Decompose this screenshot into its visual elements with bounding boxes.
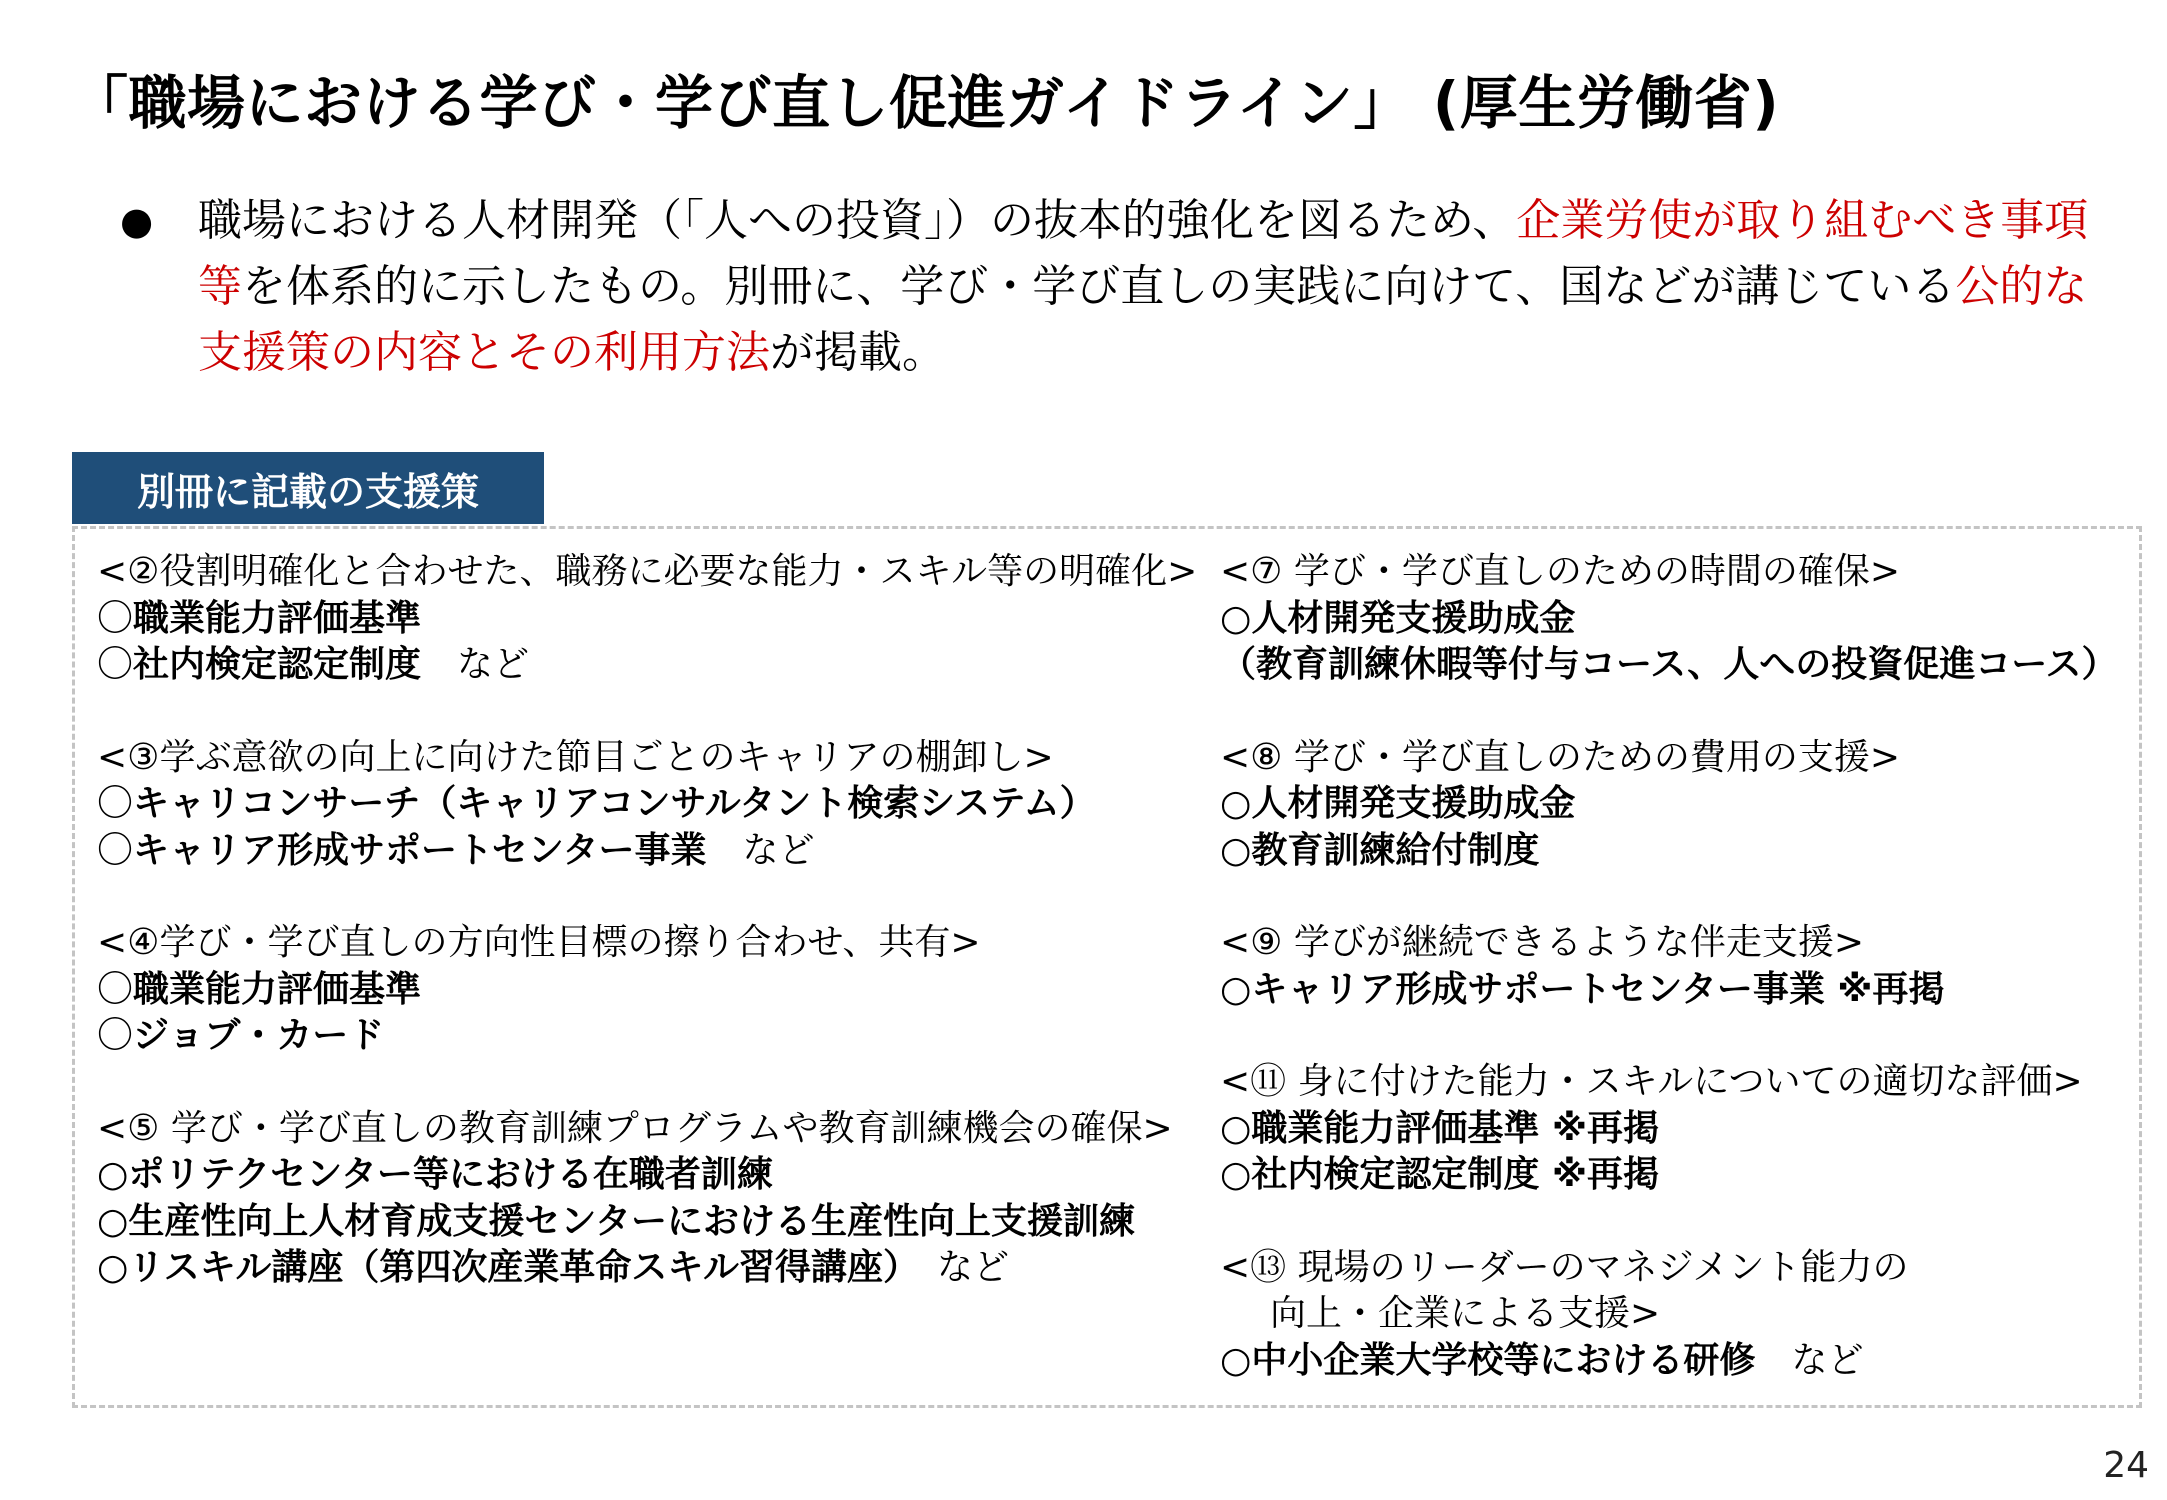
category-heading: <⑬ 現場のリーダーのマネジメント能力の <box>1220 1246 1909 1288</box>
lead-text-part2: を体系的に示したもの。別冊に、学び・学び直しの実践に向けて、国などが講じている <box>242 261 1956 312</box>
measure-name: 職業能力評価基準 <box>133 597 422 639</box>
circle-bullet-icon: 〇 <box>97 597 134 639</box>
measure-name: ジョブ・カード <box>133 1015 385 1056</box>
measure-item <box>1220 1152 2117 1199</box>
bullet-icon: ● <box>120 199 154 243</box>
measure-name: リスキル講座（第四次産業革命スキル習得講座） <box>128 1247 901 1288</box>
measure-name: 人材開発支援助成金 <box>1251 597 1576 639</box>
measure-item <box>1220 642 2117 689</box>
measure-suffix: など <box>1755 1339 1864 1381</box>
circle-bullet-icon: 〇 <box>97 644 134 685</box>
measure-name: キャリコンサーチ（キャリアコンサルタント検索システム） <box>133 783 1096 824</box>
measure-item <box>97 967 1197 1014</box>
lead-highlight-1: 企業労使が取り組むべき事項等 <box>198 195 2089 312</box>
measure-name: ポリテクセンター等における在職者訓練 <box>128 1154 773 1195</box>
measure-name: 社内検定認定制度 ※再掲 <box>1251 1154 1659 1195</box>
measure-group <box>97 920 1197 1060</box>
circle-bullet-icon: ○ <box>1220 1154 1252 1195</box>
lead-text <box>198 188 2110 386</box>
circle-bullet-icon: ○ <box>97 1200 129 1242</box>
measure-group <box>1220 1059 2117 1199</box>
measure-group <box>1220 549 2117 689</box>
measure-group <box>1220 1245 2117 1385</box>
circle-bullet-icon: 〇 <box>97 1015 134 1056</box>
category-heading: <④学び・学び直しの方向性目標の擦り合わせ、共有> <box>97 922 981 963</box>
category-heading-continued: 向上・企業による支援> <box>1270 1293 1661 1334</box>
circle-bullet-icon: 〇 <box>97 829 134 871</box>
circle-bullet-icon: ○ <box>1220 829 1252 871</box>
measure-item <box>1220 781 2117 828</box>
measure-suffix: など <box>421 644 530 685</box>
measure-item <box>1220 1338 2117 1385</box>
circle-bullet-icon: ○ <box>97 1247 129 1288</box>
measure-item <box>97 1199 1197 1246</box>
lead-highlight-2: 公的な支援策の内容とその利用方法 <box>198 261 2088 378</box>
category-heading: <⑨ 学びが継続できるような伴走支援> <box>1220 922 1865 963</box>
measure-name: 職業能力評価基準 ※再掲 <box>1251 1107 1659 1149</box>
left-column <box>97 549 1197 1338</box>
measure-item <box>1220 1106 2117 1153</box>
measure-group <box>97 1106 1197 1292</box>
measure-name: 職業能力評価基準 <box>133 968 422 1010</box>
measure-name: 人材開発支援助成金 <box>1251 783 1576 824</box>
measure-suffix: など <box>706 829 815 871</box>
category-heading: <⑦ 学び・学び直しのための時間の確保> <box>1220 551 1901 592</box>
measure-name: 教育訓練給付制度 <box>1251 829 1540 871</box>
category-heading: <⑤ 学び・学び直しの教育訓練プログラムや教育訓練機会の確保> <box>97 1107 1173 1149</box>
measure-name: 社内検定認定制度 <box>133 644 422 685</box>
circle-bullet-icon: ○ <box>1220 783 1252 824</box>
measure-item <box>97 642 1197 689</box>
circle-bullet-icon: ○ <box>97 1154 129 1195</box>
measure-group <box>97 735 1197 875</box>
page-number: 24 <box>2103 1445 2149 1486</box>
circle-bullet-icon: ○ <box>1220 1107 1252 1149</box>
circle-bullet-icon: ○ <box>1220 597 1252 639</box>
category-heading: <⑧ 学び・学び直しのための費用の支援> <box>1220 736 1901 778</box>
measure-name: （教育訓練休暇等付与コース、人への投資促進コース） <box>1220 644 2118 685</box>
measure-item <box>1220 967 2117 1014</box>
measure-item <box>97 596 1197 643</box>
category-heading: <③学ぶ意欲の向上に向けた節目ごとのキャリアの棚卸し> <box>97 736 1054 778</box>
lead-text-part3: が掲載。 <box>770 327 946 378</box>
support-measures-panel <box>72 526 2142 1408</box>
measure-name: キャリア形成サポートセンター事業 ※再掲 <box>1251 968 1945 1010</box>
measure-item <box>97 1152 1197 1199</box>
lead-paragraph <box>120 188 2110 386</box>
measure-item <box>1220 828 2117 875</box>
measure-name: キャリア形成サポートセンター事業 <box>133 829 707 871</box>
lead-text-part1: 職場における人材開発（「人への投資」）の抜本的強化を図るため、 <box>198 195 1517 246</box>
measure-item <box>97 828 1197 875</box>
circle-bullet-icon: 〇 <box>97 968 134 1010</box>
measure-item <box>97 1013 1197 1060</box>
section-label: 別冊に記載の支援策 <box>72 452 544 524</box>
right-column <box>1220 549 2117 1430</box>
measure-suffix: など <box>900 1247 1009 1288</box>
page-title: 「職場における学び・学び直し促進ガイドライン」 (厚生労働省) <box>70 69 1780 137</box>
measure-group <box>1220 735 2117 875</box>
circle-bullet-icon: ○ <box>1220 968 1252 1010</box>
measure-item <box>97 1245 1197 1292</box>
measure-item <box>1220 596 2117 643</box>
measure-name: 生産性向上人材育成支援センターにおける生産性向上支援訓練 <box>128 1200 1135 1242</box>
measure-group <box>1220 920 2117 1013</box>
circle-bullet-icon: ○ <box>1220 1339 1252 1381</box>
measure-group <box>97 549 1197 689</box>
category-heading: <⑪ 身に付けた能力・スキルについての適切な評価> <box>1220 1061 2083 1102</box>
measure-item <box>97 781 1197 828</box>
category-heading: <②役割明確化と合わせた、職務に必要な能力・スキル等の明確化> <box>97 551 1198 592</box>
circle-bullet-icon: 〇 <box>97 783 134 824</box>
measure-name: 中小企業大学校等における研修 <box>1251 1339 1756 1381</box>
